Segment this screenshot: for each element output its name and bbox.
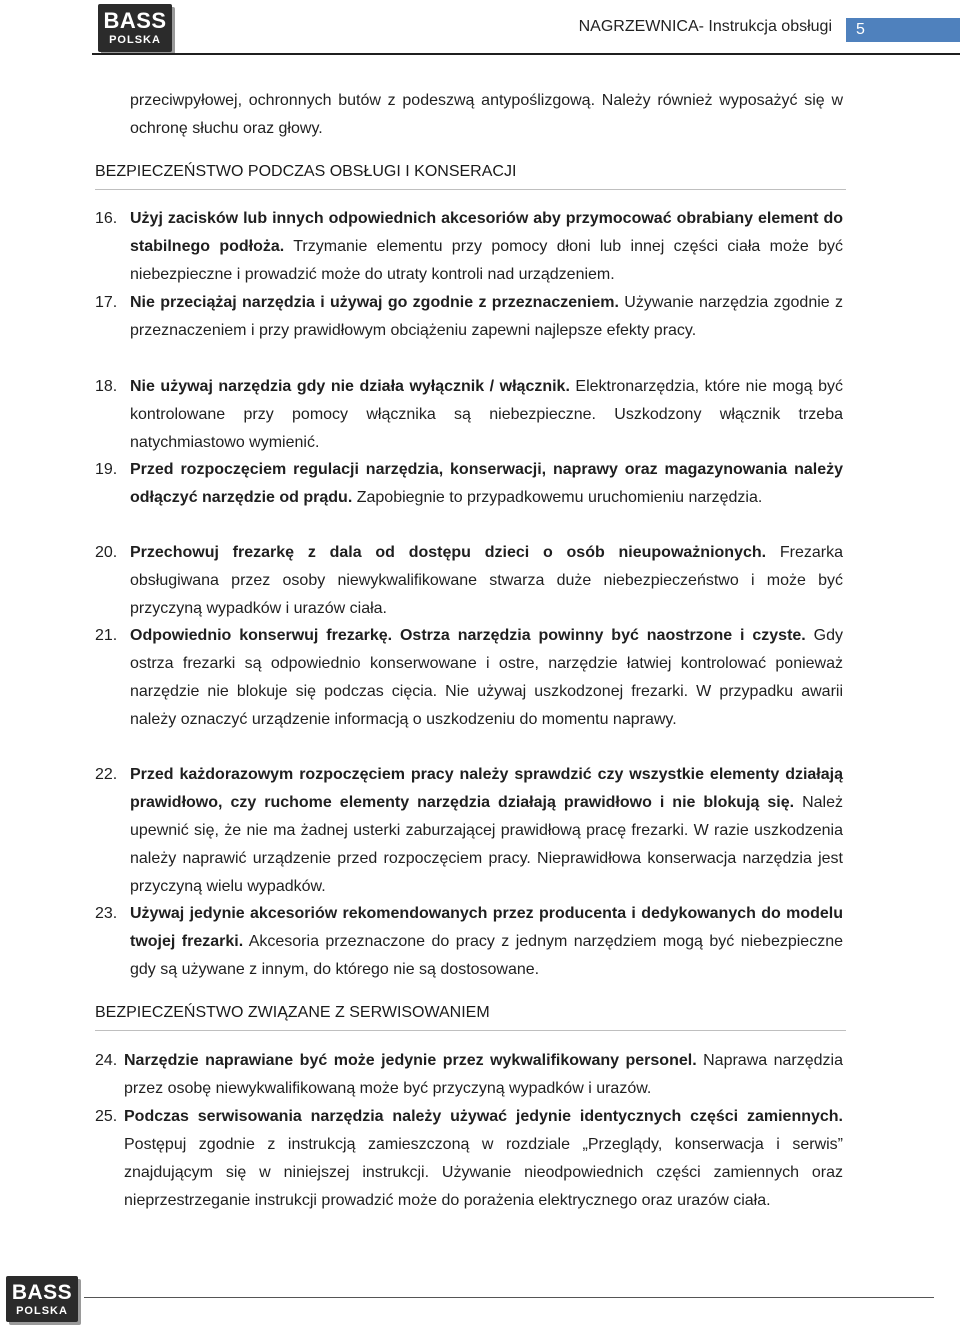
item-number: 22. bbox=[95, 766, 118, 783]
list-item bbox=[95, 205, 843, 289]
section-divider bbox=[95, 189, 846, 190]
item-bold-text: Narzędzie naprawiane być może jedynie przez wykwalifikowany personel. bbox=[124, 1052, 697, 1069]
document-title: NAGRZEWNICA- Instrukcja obsługi bbox=[578, 18, 832, 35]
list-item bbox=[95, 1103, 843, 1215]
list-item bbox=[95, 289, 843, 345]
logo-text-main: BASS bbox=[103, 8, 167, 33]
list-item bbox=[95, 539, 843, 623]
item-number: 25. bbox=[95, 1108, 118, 1125]
logo-text-sub: POLSKA bbox=[109, 34, 161, 46]
logo-text-sub: POLSKA bbox=[16, 1304, 68, 1317]
item-bold-text: Przed rozpoczęciem regulacji narzędzia, konserwacji, naprawy oraz magazynowania należy odłączyć narzędzie od prądu. bbox=[130, 461, 843, 506]
item-text: Gdy ostrza frezarki są odpowiednio konserwowane i ostre, narzędzie łatwiej kontrolować ponieważ narzędzie nie blokuje się podczas cięcia. Nie używaj uszkodzonej frezarki. W przypadku awarii należy oznaczyć urządzenie informacją o uszkodzeniu do momentu naprawy. bbox=[130, 627, 843, 728]
item-text: Używanie narzędzia zgodnie z przeznaczeniem i przy prawidłowym obciążeniu zapewni najlepsze efekty pracy. bbox=[130, 294, 844, 339]
item-number: 21. bbox=[95, 627, 118, 644]
item-text: Frezarka obsługiwana przez osoby niewykwalifikowane stwarza duże niebezpieczeństwo i może być przyczyną wypadków i urazów ciała. bbox=[130, 544, 843, 617]
list-item bbox=[95, 761, 843, 901]
item-bold-text: Użyj zacisków lub innych odpowiednich akcesoriów aby przymocować obrabiany element do stabilnego podłoża. bbox=[130, 210, 843, 255]
list-item bbox=[95, 373, 843, 457]
item-number: 20. bbox=[95, 544, 118, 561]
item-text: Naprawa narzędzia przez osobę niewykwalifikowaną może być przyczyną wypadków i urazów. bbox=[124, 1052, 843, 1097]
item-bold-text: Używaj jedynie akcesoriów rekomendowanych przez producenta i dedykowanych do modelu twojej frezarki. bbox=[130, 905, 843, 950]
footer-divider bbox=[84, 1297, 934, 1298]
item-bold-text: Odpowiednio konserwuj frezarkę. Ostrza narzędzia powinny być naostrzone i czyste. bbox=[130, 627, 806, 644]
footer-logo bbox=[6, 1276, 78, 1322]
company-logo bbox=[98, 4, 172, 52]
item-number: 23. bbox=[95, 905, 118, 922]
list-item bbox=[95, 1047, 843, 1103]
item-text: Akcesoria przeznaczone do pracy z jednym narzędziem mogą być niebezpieczne gdy są używane z innym, do którego nie są dostosowane. bbox=[130, 933, 844, 978]
item-text: Postępuj zgodnie z instrukcją zamieszczoną w rozdziale „Przeglądy, konserwacja i serwis” znajdującym się w niniejszej instrukcji. Używanie nieodpowiednich części zamiennych oraz nieprzestrzeganie instrukcji prowadzić może do porażenia elektrycznego oraz urazów ciała. bbox=[124, 1136, 843, 1209]
item-bold-text: Przechowuj frezarkę z dala od dostępu dzieci o osób nieupoważnionych. bbox=[130, 544, 767, 561]
list-item bbox=[95, 622, 843, 734]
item-number: 18. bbox=[95, 378, 118, 395]
intro-paragraph: przeciwpyłowej, ochronnych butów z podeszwą antypoślizgową. Należy również wyposażyć się w ochronę słuchu oraz głowy. bbox=[130, 92, 843, 137]
item-text: Trzymanie elementu przy pomocy dłoni lub innej części ciała może być niebezpieczne i prowadzić może do utraty kontroli nad urządzeniem. bbox=[130, 238, 843, 283]
item-number: 19. bbox=[95, 461, 118, 478]
item-number: 24. bbox=[95, 1052, 118, 1069]
header-divider bbox=[92, 53, 960, 55]
page-number: 5 bbox=[846, 18, 960, 42]
item-text: Należ upewnić się, że nie ma żadnej usterki zaburzającej prawidłową pracę frezarki. W razie uszkodzenia należy naprawić urządzenie przed rozpoczęciem pracy. Nieprawidłowa konserwacja narzędzia jest przyczyną wielu wypadków. bbox=[130, 794, 843, 895]
item-number: 16. bbox=[95, 210, 118, 227]
list-item bbox=[95, 900, 843, 984]
item-bold-text: Nie przeciążaj narzędzia i używaj go zgodnie z przeznaczeniem. bbox=[130, 294, 619, 311]
section-heading-operation: BEZPIECZEŃSTWO PODCZAS OBSŁUGI I KONSERACJI bbox=[95, 163, 517, 180]
list-item bbox=[95, 456, 843, 512]
item-bold-text: Podczas serwisowania narzędzia należy używać jedynie identycznych części zamiennych. bbox=[124, 1108, 843, 1125]
section-divider bbox=[95, 1030, 846, 1031]
item-bold-text: Nie używaj narzędzia gdy nie działa wyłącznik / włącznik. bbox=[130, 378, 570, 395]
logo-text-main: BASS bbox=[11, 1280, 73, 1304]
item-number: 17. bbox=[95, 294, 118, 311]
item-bold-text: Przed każdorazowym rozpoczęciem pracy należy sprawdzić czy wszystkie elementy działają prawidłowo, czy ruchome elementy narzędzia działają prawidłowo i nie blokują się. bbox=[130, 766, 843, 811]
section-heading-service: BEZPIECZEŃSTWO ZWIĄZANE Z SERWISOWANIEM bbox=[95, 1004, 490, 1021]
item-text: Elektronarzędzia, które nie mogą być kontrolowane przy pomocy włącznika są niebezpieczne. Uszkodzony włącznik trzeba natychmiastowo wymienić. bbox=[130, 378, 843, 451]
item-text: Zapobiegnie to przypadkowemu uruchomieniu narzędzia. bbox=[352, 489, 763, 506]
